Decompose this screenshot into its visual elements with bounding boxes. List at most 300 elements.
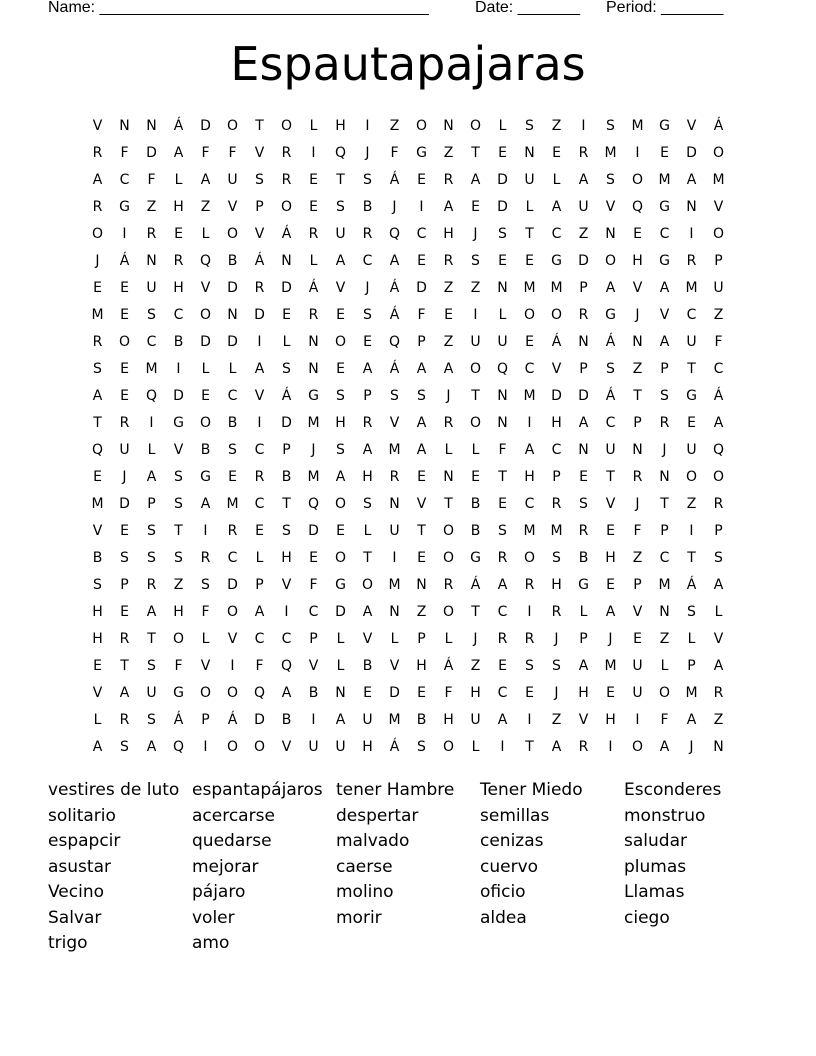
word-list-item: Llamas: [624, 882, 685, 902]
grid-letter: G: [605, 306, 616, 323]
grid-letter: A: [254, 603, 265, 620]
grid-letter: A: [443, 198, 454, 215]
grid-letter: Z: [200, 198, 211, 215]
grid-letter: O: [604, 252, 617, 269]
grid-letter: A: [686, 711, 697, 728]
grid-letter: H: [362, 738, 373, 755]
grid-letter: S: [498, 522, 507, 539]
grid-letter: N: [227, 306, 238, 323]
grid-letter: C: [281, 630, 292, 647]
grid-letter: R: [713, 684, 724, 701]
date-field: Date: _______: [475, 0, 580, 16]
grid-letter: E: [498, 657, 507, 674]
grid-letter: A: [146, 468, 157, 485]
grid-letter: E: [363, 684, 372, 701]
grid-letter: R: [443, 414, 454, 431]
grid-letter: E: [606, 684, 615, 701]
grid-letter: D: [308, 522, 319, 539]
grid-letter: O: [226, 225, 239, 242]
grid-letter: B: [227, 414, 238, 431]
grid-letter: P: [633, 576, 642, 593]
grid-letter: A: [551, 738, 562, 755]
grid-letter: Á: [254, 252, 265, 269]
grid-letter: H: [173, 603, 184, 620]
grid-letter: P: [714, 522, 723, 539]
grid-letter: V: [200, 657, 211, 674]
grid-letter: A: [335, 711, 346, 728]
grid-letter: N: [308, 333, 319, 350]
grid-letter: Á: [605, 387, 616, 404]
word-list-item: voler: [192, 907, 235, 928]
grid-letter: E: [579, 468, 588, 485]
grid-letter: O: [523, 306, 536, 323]
grid-letter: E: [282, 306, 291, 323]
word-list-item: semillas: [480, 805, 550, 826]
grid-letter: M: [388, 441, 401, 458]
grid-letter: H: [362, 468, 373, 485]
grid-letter: D: [200, 117, 211, 134]
grid-letter: R: [686, 252, 697, 269]
grid-letter: N: [713, 738, 724, 755]
grid-letter: R: [389, 468, 400, 485]
grid-letter: T: [525, 225, 534, 242]
grid-letter: R: [659, 414, 670, 431]
grid-letter: A: [578, 657, 589, 674]
grid-letter: V: [632, 603, 643, 620]
grid-letter: V: [92, 522, 103, 539]
word-list-item: Esconderes: [624, 780, 722, 800]
grid-letter: A: [146, 738, 157, 755]
grid-letter: H: [605, 711, 616, 728]
grid-letter: V: [362, 630, 373, 647]
grid-letter: E: [633, 225, 642, 242]
grid-letter: Z: [470, 279, 481, 296]
grid-letter: A: [659, 279, 670, 296]
grid-letter: S: [174, 549, 183, 566]
grid-letter: E: [525, 333, 534, 350]
grid-letter: A: [92, 387, 103, 404]
grid-letter: E: [309, 171, 318, 188]
grid-letter: O: [280, 117, 293, 134]
grid-letter: A: [659, 333, 670, 350]
grid-letter: E: [93, 279, 102, 296]
grid-letter: U: [119, 441, 130, 458]
grid-letter: A: [605, 603, 616, 620]
grid-letter: E: [336, 360, 345, 377]
grid-letter: M: [388, 576, 401, 593]
grid-letter: U: [686, 333, 697, 350]
grid-letter: V: [605, 198, 616, 215]
grid-letter: D: [146, 144, 157, 161]
grid-letter: H: [173, 279, 184, 296]
grid-letter: N: [335, 684, 346, 701]
grid-letter: H: [551, 414, 562, 431]
grid-letter: U: [389, 522, 400, 539]
grid-letter: J: [635, 306, 640, 323]
grid-letter: Z: [146, 198, 157, 215]
word-list-item: despertar: [336, 805, 419, 826]
grid-letter: O: [631, 738, 644, 755]
grid-letter: L: [336, 657, 345, 674]
grid-letter: I: [500, 738, 505, 755]
grid-letter: G: [470, 549, 481, 566]
grid-letter: F: [390, 144, 399, 161]
grid-letter: B: [578, 549, 589, 566]
grid-letter: J: [122, 468, 127, 485]
grid-letter: M: [658, 171, 671, 188]
grid-letter: N: [389, 603, 400, 620]
grid-letter: A: [605, 279, 616, 296]
grid-letter: A: [200, 495, 211, 512]
word-list-item: caerse: [336, 856, 393, 877]
grid-letter: R: [497, 549, 508, 566]
word-list-item: tener Hambre: [336, 780, 455, 800]
grid-letter: O: [712, 225, 725, 242]
grid-letter: V: [632, 279, 643, 296]
grid-letter: L: [714, 603, 723, 620]
grid-letter: Q: [145, 387, 158, 404]
grid-letter: M: [145, 360, 158, 377]
grid-letter: L: [444, 630, 453, 647]
grid-letter: S: [525, 117, 534, 134]
grid-letter: O: [226, 738, 239, 755]
grid-letter: N: [686, 198, 697, 215]
grid-letter: T: [363, 549, 372, 566]
grid-letter: L: [336, 630, 345, 647]
grid-letter: Á: [308, 279, 319, 296]
grid-letter: R: [281, 144, 292, 161]
grid-letter: R: [92, 333, 103, 350]
grid-letter: J: [608, 630, 613, 647]
grid-letter: B: [281, 711, 292, 728]
grid-letter: B: [227, 252, 238, 269]
grid-letter: C: [713, 360, 724, 377]
grid-letter: V: [254, 144, 265, 161]
grid-letter: T: [174, 522, 183, 539]
grid-letter: O: [199, 414, 212, 431]
grid-letter: E: [417, 684, 426, 701]
grid-letter: M: [712, 171, 725, 188]
grid-letter: D: [254, 711, 265, 728]
grid-letter: O: [118, 333, 131, 350]
grid-letter: I: [581, 117, 586, 134]
grid-letter: E: [444, 306, 453, 323]
grid-letter: S: [228, 441, 237, 458]
grid-letter: B: [470, 522, 481, 539]
grid-letter: N: [632, 441, 643, 458]
grid-letter: U: [632, 657, 643, 674]
grid-letter: N: [605, 225, 616, 242]
grid-letter: M: [685, 279, 698, 296]
grid-letter: A: [92, 171, 103, 188]
grid-letter: A: [146, 603, 157, 620]
grid-letter: A: [362, 603, 373, 620]
grid-letter: T: [93, 414, 102, 431]
grid-letter: C: [605, 414, 616, 431]
grid-letter: A: [389, 252, 400, 269]
word-list-item: plumas: [624, 856, 687, 877]
grid-letter: M: [523, 279, 536, 296]
word-list-item: mejorar: [192, 856, 259, 877]
grid-letter: O: [226, 684, 239, 701]
grid-letter: V: [281, 576, 292, 593]
grid-letter: V: [605, 495, 616, 512]
grid-letter: V: [92, 684, 103, 701]
grid-letter: O: [199, 306, 212, 323]
grid-letter: U: [470, 711, 481, 728]
page-title: Espautapajaras: [230, 37, 586, 91]
grid-letter: C: [173, 306, 184, 323]
grid-letter: O: [199, 684, 212, 701]
word-list-item: Vecino: [48, 882, 105, 902]
grid-letter: R: [524, 576, 535, 593]
word-list-item: cuervo: [480, 856, 539, 877]
grid-letter: U: [146, 684, 157, 701]
grid-letter: Á: [713, 387, 724, 404]
grid-letter: R: [443, 171, 454, 188]
grid-letter: E: [552, 144, 561, 161]
grid-letter: Á: [389, 279, 400, 296]
word-list-item: solitario: [48, 805, 116, 826]
grid-letter: S: [174, 495, 183, 512]
grid-letter: S: [282, 360, 291, 377]
grid-letter: P: [660, 360, 669, 377]
grid-letter: S: [687, 603, 696, 620]
grid-letter: O: [226, 117, 239, 134]
grid-letter: R: [227, 522, 238, 539]
grid-letter: V: [713, 630, 724, 647]
grid-letter: Z: [173, 576, 184, 593]
grid-letter: P: [363, 387, 372, 404]
grid-letter: I: [230, 657, 235, 674]
grid-letter: T: [255, 117, 264, 134]
grid-letter: F: [120, 144, 129, 161]
grid-letter: B: [416, 711, 427, 728]
grid-letter: P: [255, 576, 264, 593]
grid-letter: E: [174, 225, 183, 242]
grid-letter: U: [335, 225, 346, 242]
grid-letter: V: [389, 414, 400, 431]
grid-letter: A: [713, 414, 724, 431]
grid-letter: G: [416, 144, 427, 161]
grid-letter: V: [551, 360, 562, 377]
grid-letter: R: [362, 414, 373, 431]
grid-letter: P: [579, 360, 588, 377]
grid-letter: B: [200, 441, 211, 458]
grid-letter: I: [365, 117, 370, 134]
grid-letter: Á: [227, 711, 238, 728]
word-list-item: cenizas: [480, 831, 544, 851]
grid-letter: T: [525, 738, 534, 755]
grid-letter: R: [713, 495, 724, 512]
grid-letter: R: [551, 603, 562, 620]
word-list-item: aldea: [480, 907, 527, 928]
grid-letter: M: [523, 387, 536, 404]
grid-letter: T: [444, 495, 453, 512]
grid-letter: S: [120, 549, 129, 566]
grid-letter: O: [442, 603, 455, 620]
grid-letter: G: [119, 198, 130, 215]
grid-letter: H: [92, 603, 103, 620]
grid-letter: P: [201, 711, 210, 728]
grid-letter: V: [335, 279, 346, 296]
grid-letter: Á: [389, 738, 400, 755]
grid-letter: O: [91, 225, 104, 242]
grid-letter: H: [524, 468, 535, 485]
grid-letter: D: [416, 279, 427, 296]
grid-letter: H: [632, 252, 643, 269]
grid-letter: N: [497, 414, 508, 431]
grid-letter: I: [203, 738, 208, 755]
grid-letter: H: [578, 684, 589, 701]
grid-letter: F: [174, 657, 183, 674]
grid-letter: S: [660, 387, 669, 404]
grid-letter: G: [551, 252, 562, 269]
grid-letter: J: [365, 144, 370, 161]
grid-letter: M: [631, 117, 644, 134]
grid-letter: C: [497, 684, 508, 701]
grid-letter: Á: [119, 252, 130, 269]
grid-letter: C: [659, 225, 670, 242]
grid-letter: P: [282, 441, 291, 458]
grid-letter: A: [92, 738, 103, 755]
grid-letter: Á: [443, 657, 454, 674]
grid-letter: L: [579, 603, 588, 620]
grid-letter: E: [93, 468, 102, 485]
grid-letter: C: [659, 549, 670, 566]
grid-letter: R: [362, 225, 373, 242]
grid-letter: L: [444, 441, 453, 458]
grid-letter: B: [308, 684, 319, 701]
grid-letter: L: [471, 441, 480, 458]
word-list-item: oficio: [480, 882, 526, 902]
grid-letter: S: [174, 468, 183, 485]
grid-letter: R: [551, 495, 562, 512]
grid-letter: O: [334, 333, 347, 350]
grid-letter: M: [91, 495, 104, 512]
grid-letter: E: [660, 144, 669, 161]
grid-letter: S: [93, 576, 102, 593]
grid-letter: C: [524, 360, 535, 377]
grid-letter: R: [119, 711, 130, 728]
grid-letter: D: [227, 576, 238, 593]
grid-letter: M: [91, 306, 104, 323]
grid-letter: P: [120, 576, 129, 593]
grid-letter: H: [281, 549, 292, 566]
grid-letter: U: [578, 198, 589, 215]
grid-letter: U: [146, 279, 157, 296]
grid-letter: A: [119, 684, 130, 701]
grid-letter: C: [551, 441, 562, 458]
grid-letter: R: [200, 549, 211, 566]
grid-letter: H: [470, 684, 481, 701]
grid-letter: D: [281, 414, 292, 431]
grid-letter: R: [146, 576, 157, 593]
grid-letter: V: [389, 657, 400, 674]
grid-letter: V: [686, 117, 697, 134]
grid-letter: D: [227, 279, 238, 296]
grid-letter: O: [442, 522, 455, 539]
grid-letter: A: [335, 252, 346, 269]
grid-letter: A: [686, 171, 697, 188]
grid-letter: H: [605, 549, 616, 566]
grid-letter: C: [362, 252, 373, 269]
grid-letter: S: [336, 198, 345, 215]
word-list-item: Salvar: [48, 907, 102, 928]
grid-letter: D: [578, 387, 589, 404]
grid-letter: V: [92, 117, 103, 134]
grid-letter: M: [604, 657, 617, 674]
grid-letter: L: [660, 657, 669, 674]
grid-letter: I: [176, 360, 181, 377]
grid-letter: S: [336, 441, 345, 458]
word-list-item: amo: [192, 933, 230, 953]
grid-letter: G: [173, 414, 184, 431]
grid-letter: Q: [172, 738, 185, 755]
grid-letter: O: [631, 171, 644, 188]
grid-letter: Q: [712, 441, 725, 458]
grid-letter: G: [173, 684, 184, 701]
word-list-item: ciego: [624, 907, 670, 928]
grid-letter: B: [470, 495, 481, 512]
grid-letter: E: [120, 360, 129, 377]
grid-letter: D: [335, 603, 346, 620]
grid-letter: T: [282, 495, 291, 512]
grid-letter: R: [146, 225, 157, 242]
word-list-item: morir: [336, 907, 382, 928]
grid-letter: N: [497, 387, 508, 404]
grid-letter: D: [281, 279, 292, 296]
grid-letter: U: [308, 738, 319, 755]
grid-letter: L: [201, 360, 210, 377]
grid-letter: S: [120, 738, 129, 755]
grid-letter: M: [523, 522, 536, 539]
grid-letter: A: [497, 711, 508, 728]
grid-letter: E: [471, 468, 480, 485]
grid-letter: A: [713, 657, 724, 674]
grid-letter: T: [147, 630, 156, 647]
grid-letter: M: [550, 279, 563, 296]
grid-letter: G: [659, 252, 670, 269]
grid-letter: S: [417, 387, 426, 404]
grid-letter: J: [554, 684, 559, 701]
grid-letter: S: [417, 738, 426, 755]
grid-letter: B: [173, 333, 184, 350]
grid-letter: L: [471, 738, 480, 755]
grid-letter: Z: [416, 603, 427, 620]
grid-letter: P: [660, 522, 669, 539]
grid-letter: U: [713, 279, 724, 296]
grid-letter: N: [578, 333, 589, 350]
grid-letter: S: [714, 549, 723, 566]
grid-letter: D: [254, 306, 265, 323]
grid-letter: G: [659, 117, 670, 134]
grid-letter: G: [335, 576, 346, 593]
grid-letter: O: [280, 198, 293, 215]
grid-letter: H: [92, 630, 103, 647]
grid-letter: S: [552, 657, 561, 674]
grid-letter: A: [362, 441, 373, 458]
grid-letter: E: [606, 522, 615, 539]
grid-letter: C: [254, 630, 265, 647]
grid-letter: O: [442, 738, 455, 755]
grid-letter: L: [201, 630, 210, 647]
grid-letter: I: [284, 603, 289, 620]
grid-letter: R: [119, 630, 130, 647]
grid-letter: F: [309, 576, 318, 593]
grid-letter: A: [254, 360, 265, 377]
grid-letter: E: [309, 198, 318, 215]
